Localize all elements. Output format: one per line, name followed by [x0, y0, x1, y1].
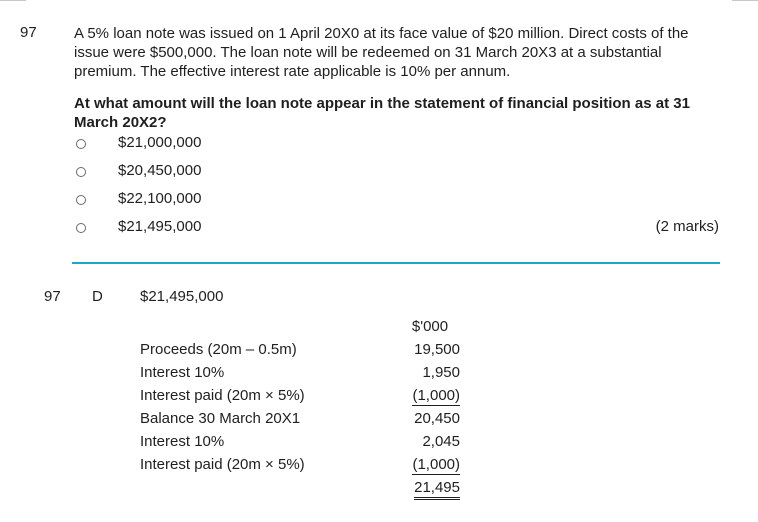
radio-icon[interactable] — [76, 139, 86, 149]
option-label: $20,450,000 — [118, 162, 202, 179]
option-c[interactable] — [74, 190, 719, 218]
row-value-total: 21,495 — [414, 479, 460, 500]
question-block — [74, 24, 724, 132]
radio-icon[interactable] — [76, 167, 86, 177]
table-row — [140, 341, 470, 364]
options-list — [74, 134, 719, 246]
row-value: 19,500 — [414, 341, 460, 358]
top-right-rule — [732, 0, 758, 1]
answer-value: $21,495,000 — [140, 288, 224, 305]
option-a[interactable] — [74, 134, 719, 162]
table-row — [140, 456, 470, 479]
table-row — [140, 410, 470, 433]
option-d[interactable] — [74, 218, 719, 246]
row-value: 1,950 — [422, 364, 460, 381]
row-value: 20,450 — [414, 410, 460, 427]
row-value: 2,045 — [422, 433, 460, 450]
row-label: Proceeds (20m – 0.5m) — [140, 341, 297, 358]
workings-table — [140, 341, 470, 502]
row-label: Balance 30 March 20X1 — [140, 410, 301, 427]
table-row — [140, 433, 470, 456]
table-row — [140, 387, 470, 410]
question-stem: A 5% loan note was issued on 1 April 20X0 at its face value of $20 million. Direct costs of the issue were $500,000. The loan note will be redeemed on 31 March 20X3 at a substantial premium. The effective interest rate applicable is 10% per annum. — [74, 25, 689, 80]
question-ask: At what amount will the loan note appear in the statement of financial position as at 31 March 20X2? — [74, 95, 690, 131]
answer-letter: D — [92, 288, 103, 305]
table-row — [140, 364, 470, 387]
question-number: 97 — [20, 24, 37, 41]
row-label: Interest paid (20m × 5%) — [140, 387, 305, 404]
top-left-rule — [0, 0, 26, 1]
row-value: (1,000) — [412, 387, 460, 404]
section-divider — [72, 262, 720, 264]
row-label: Interest 10% — [140, 433, 225, 450]
table-row-total — [140, 479, 470, 502]
row-value: (1,000) — [412, 456, 460, 473]
marks-label: (2 marks) — [655, 218, 719, 235]
option-label: $22,100,000 — [118, 190, 202, 207]
option-label: $21,495,000 — [118, 218, 202, 235]
answer-number: 97 — [44, 288, 61, 305]
radio-icon[interactable] — [76, 223, 86, 233]
column-header: $'000 — [411, 318, 449, 335]
option-b[interactable] — [74, 162, 719, 190]
option-label: $21,000,000 — [118, 134, 202, 151]
radio-icon[interactable] — [76, 195, 86, 205]
row-label: Interest 10% — [140, 364, 225, 381]
row-label: Interest paid (20m × 5%) — [140, 456, 305, 473]
